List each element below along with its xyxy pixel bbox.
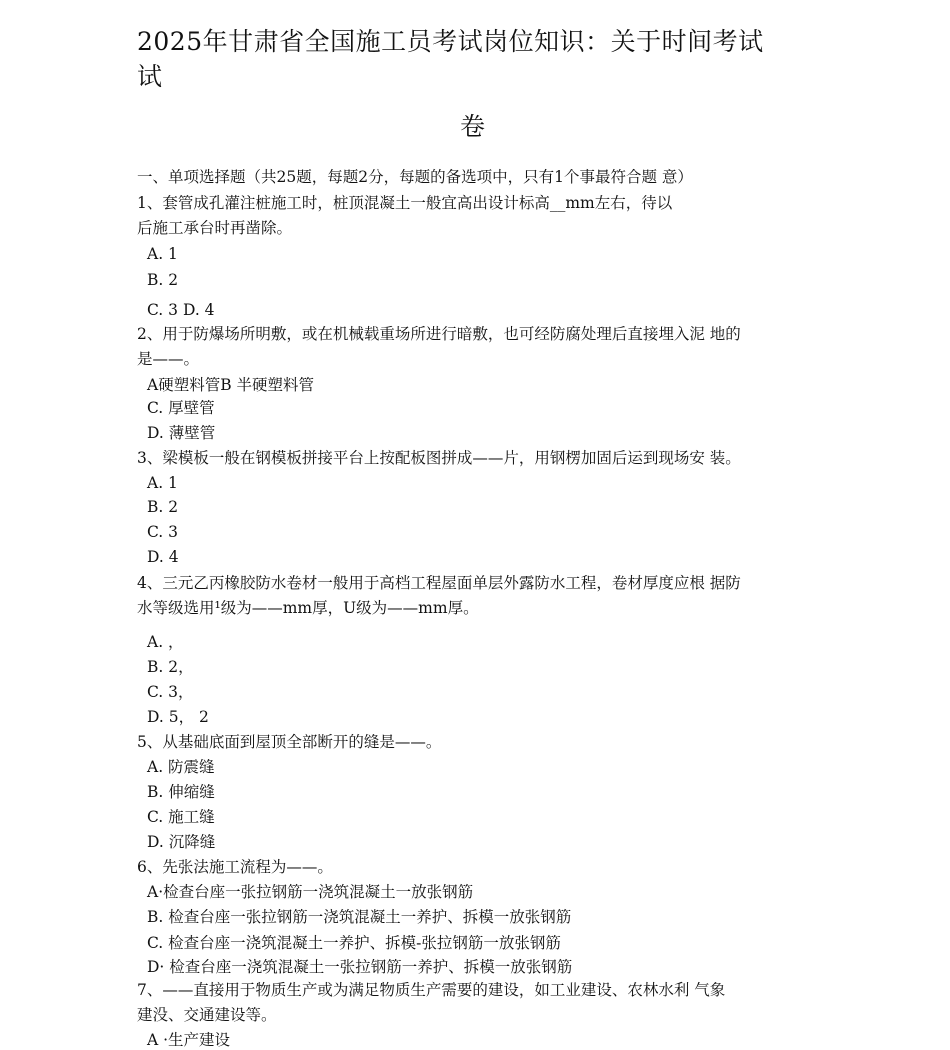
question-2-option: D. 薄壁管	[147, 424, 216, 442]
question-4-stem-2: 水等级选用¹级为——mm厚，U级为——mm厚。	[137, 599, 479, 617]
title-line-3: 卷	[460, 112, 486, 141]
question-3-option: B. 2	[147, 498, 179, 516]
section-heading: 一、单项选择题（共25题，每题2分，每题的备选项中，只有1个事最符合题 意）	[137, 168, 693, 186]
title-line-1: 2025年甘肃省全国施工员考试岗位知识：关于时间考试	[137, 27, 764, 56]
question-1-option: B. 2	[147, 271, 179, 289]
question-1-stem-1: 1、套管成孔灌注桩施工时，桩顶混凝土一般宜高出设计标高__mm左右，待以	[137, 194, 673, 212]
question-5-option: B. 伸缩缝	[147, 783, 215, 801]
question-3-option: D. 4	[147, 548, 179, 566]
question-4-option: B. 2，	[147, 658, 194, 676]
question-2-option: A硬塑料管B 半硬塑料管	[147, 376, 315, 394]
question-2-stem-1: 2、用于防爆场所明敷，或在机械载重场所进行暗敷，也可经防腐处理后直接埋入泥 地的	[137, 325, 741, 343]
question-2-stem-2: 是——。	[137, 350, 200, 368]
title-line-2: 试	[137, 62, 163, 91]
question-1-stem-2: 后施工承台时再凿除。	[137, 219, 293, 237]
question-6-option: D· 检查台座一浇筑混凝土一张拉钢筋一养护、拆模一放张钢筋	[147, 958, 573, 976]
question-1-option: A. 1	[147, 245, 178, 263]
question-7-option: A ·生产建设	[147, 1031, 231, 1049]
question-5-option: A. 防震缝	[147, 758, 215, 776]
question-1-option: C. 3 D. 4	[147, 301, 215, 319]
question-5-option: C. 施工缝	[147, 808, 215, 826]
question-5-stem-1: 5、从基础底面到屋顶全部断开的缝是——。	[137, 733, 442, 751]
question-6-stem-1: 6、先张法施工流程为——。	[137, 858, 333, 876]
question-6-option: C. 检查台座一浇筑混凝土一养护、拆模-张拉钢筋一放张钢筋	[147, 934, 561, 952]
question-5-option: D. 沉降缝	[147, 833, 216, 851]
question-3-option: C. 3	[147, 523, 179, 541]
question-3-option: A. 1	[147, 474, 178, 492]
question-3-stem-1: 3、梁模板一般在钢模板拼接平台上按配板图拼成——片，用钢楞加固后运到现场安 装。	[137, 449, 741, 467]
question-4-option: D. 5， 2	[147, 708, 209, 726]
question-6-option: A·检查台座一张拉钢筋一浇筑混凝土一放张钢筋	[147, 883, 474, 901]
question-7-stem-1: 7、——直接用于物质生产或为满足物质生产需要的建设，如工业建设、农林水利 气象	[137, 981, 726, 999]
question-2-option: C. 厚壁管	[147, 399, 215, 417]
question-4-stem-1: 4、三元乙丙橡胶防水卷材一般用于高档工程屋面单层外露防水工程，卷材厚度应根 据防	[137, 574, 741, 592]
question-6-option: B. 检查台座一张拉钢筋一浇筑混凝土一养护、拆模一放张钢筋	[147, 908, 572, 926]
question-4-option: C. 3，	[147, 683, 194, 701]
question-7-stem-2: 建没、交通建设等。	[137, 1006, 277, 1024]
document-title	[137, 24, 817, 94]
question-4-option: A. ，	[147, 633, 184, 651]
